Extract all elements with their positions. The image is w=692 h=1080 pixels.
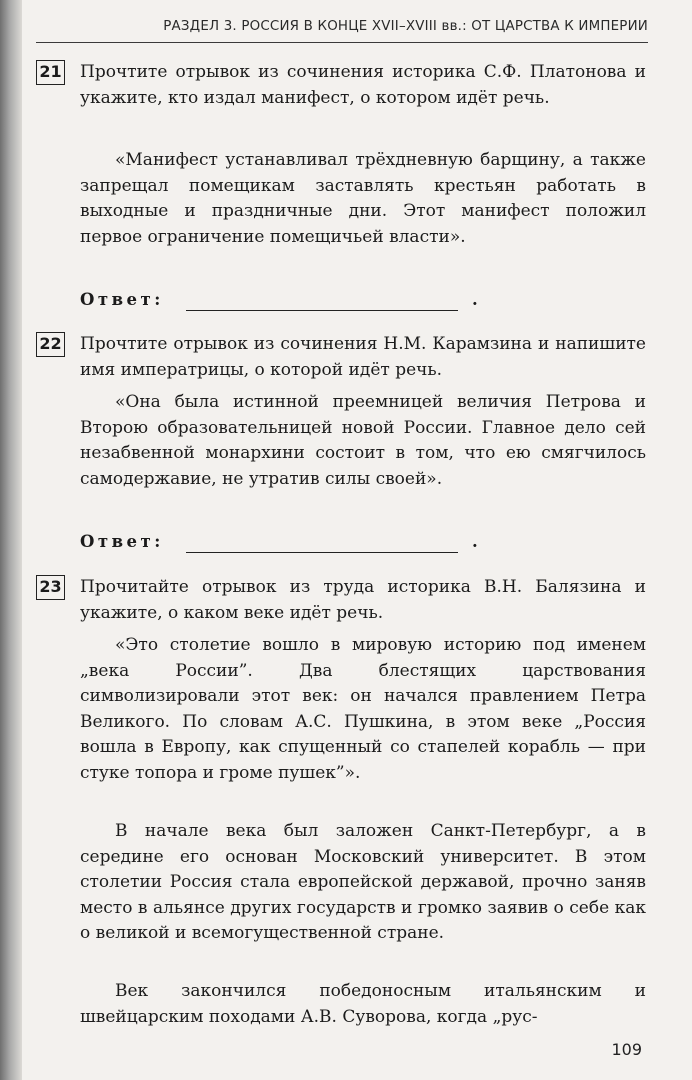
task-question: Прочитайте отрывок из труда историка В.Н. Балязина и укажите, о каком веке идёт речь. (80, 577, 646, 623)
task-22 (36, 332, 648, 572)
task-quote-paragraph: В начале века был заложен Санкт-Петербург, а в середине его основан Московский университет. В этом столетии Россия стала европейской державой, прочно заняв место в альянсе других государств и громко заявив о себе как о великой и всемогущественной стране. (80, 821, 646, 943)
answer-end-dot: . (472, 532, 482, 551)
task-23 (36, 575, 648, 1035)
page-number: 109 (611, 1040, 642, 1059)
task-quote: «Она была истинной преемницей величия Петрова и Второю образовательницей новой России. Главное дело сей незабвенной монархини состоит в том, что ею смягчилось самодержавие, не утратив силы своей». (80, 392, 646, 489)
answer-blank-field[interactable] (186, 310, 458, 311)
task-quote: «Манифест устанавливал трёхдневную барщину, а также запрещал помещикам заставлять крестьян работать в выходные и праздничные дни. Этот манифест положил первое ограничение помещичьей власти». (80, 150, 646, 247)
task-quote-paragraph: Век закончился победоносным итальянским и швейцарским походами А.В. Суворова, когда „рус- (80, 981, 646, 1027)
task-number: 22 (36, 332, 65, 357)
section-title: РАЗДЕЛ 3. РОССИЯ В КОНЦЕ XVII–XVIII вв.: ОТ ЦАРСТВА К ИМПЕРИИ (163, 19, 648, 34)
answer-end-dot: . (472, 290, 482, 309)
task-21 (36, 60, 648, 310)
book-spine-shadow (0, 0, 22, 1080)
running-header (36, 14, 648, 43)
task-number: 21 (36, 60, 65, 85)
task-question: Прочтите отрывок из сочинения историка С.Ф. Платонова и укажите, кто издал манифест, о котором идёт речь. (80, 62, 646, 108)
answer-label: Ответ: (80, 290, 164, 309)
task-question: Прочтите отрывок из сочинения Н.М. Карамзина и напишите имя императрицы, о которой идёт речь. (80, 334, 646, 380)
task-number: 23 (36, 575, 65, 600)
task-quote-paragraph: «Это столетие вошло в мировую историю под именем „века России”. Два блестящих царствования символизировали этот век: он начался правлением Петра Великого. По словам А.С. Пушкина, в этом веке „Россия вошла в Европу, как спущенный со стапелей корабль — при стуке топора и громе пушек”». (80, 635, 646, 783)
answer-label: Ответ: (80, 532, 164, 551)
answer-blank-field[interactable] (186, 552, 458, 553)
